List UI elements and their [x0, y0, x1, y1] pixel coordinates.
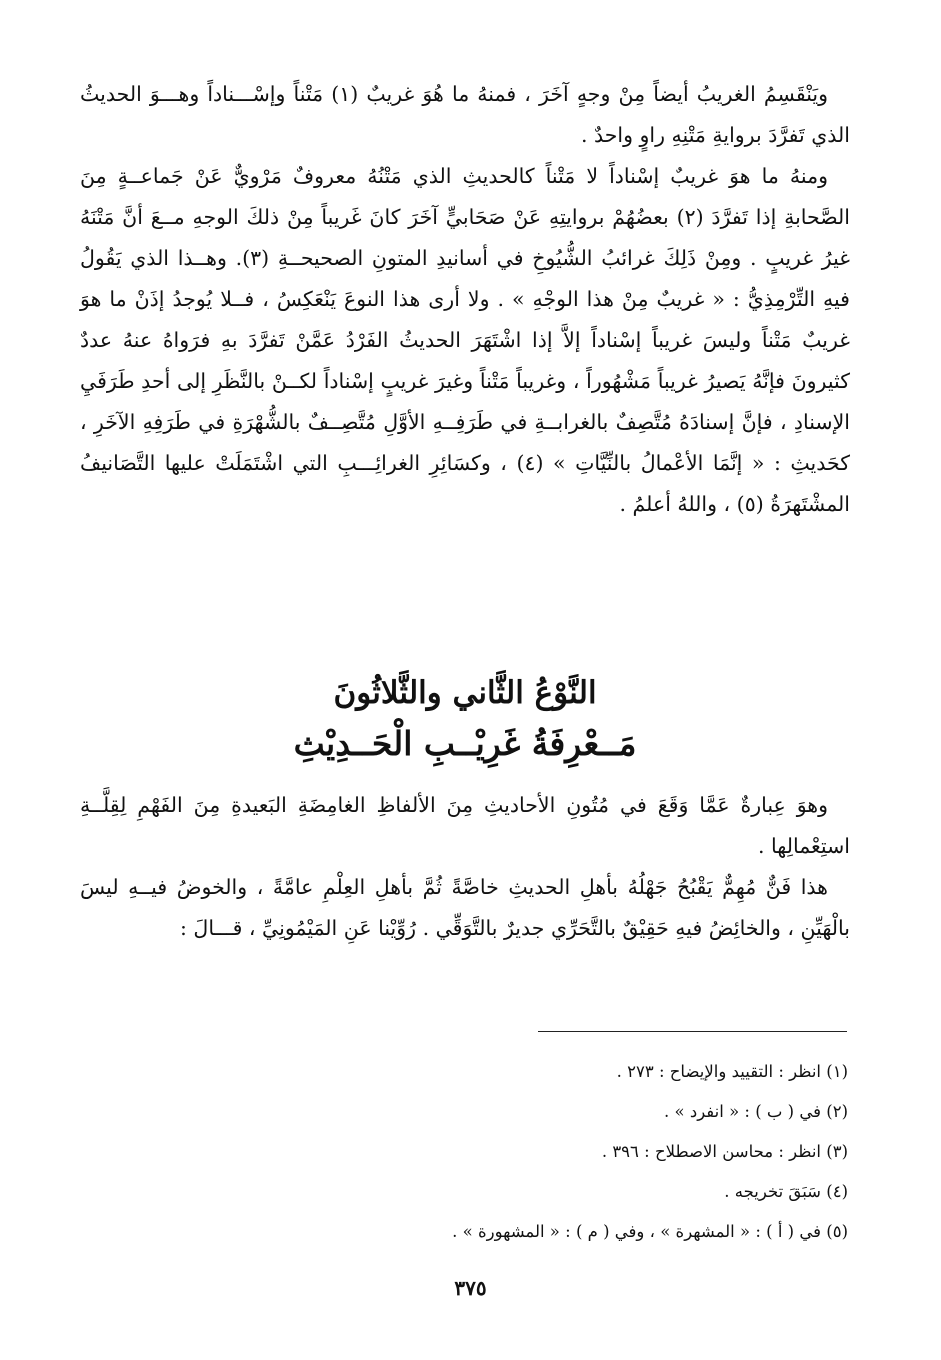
footnote-1: (١) انظر : التقييد والإيضاح : ٢٧٣ . [616, 1062, 848, 1081]
section-subject-title: مَــعْرِفَةُ غَرِيْــبِ الْحَــدِيْثِ [293, 724, 637, 763]
paragraph-1: ويَنْقَسِمُ الغريبُ أيضاً مِنْ وجهٍ آخَرَ ، فمنهُ ما هُوَ غريبٌ (١) مَتْناً وإسْـــناداً وهـــوَ الحديثُ الذي تَفرَّدَ بروايةِ مَتْنِهِ راوٍ واحدٌ . [80, 82, 850, 147]
footnote-3: (٣) انظر : محاسن الاصطلاح : ٣٩٦ . [601, 1142, 848, 1161]
footnote-5: (٥) في ( أ ) : « المشهرة » ، وفي ( م ) : « المشهورة » . [452, 1222, 848, 1241]
footnote-separator [538, 1031, 847, 1032]
footnote-4: (٤) سَبَقَ تخريجه . [724, 1182, 848, 1201]
section-text [80, 785, 850, 949]
paragraph-4: هذا فَنٌّ مُهِمٌّ يَقْبُحُ جَهْلُهُ بأهلِ الحديثِ خاصَّةً ثُمَّ بأهلِ العِلْمِ عامَّةً ، والخوضُ فيــهِ ليسَ بالْهَيِّنِ ، والخائِضُ فيهِ حَقِيْقٌ بالتَّحَرِّي جديرٌ بالتَّوَقِّي . رُوِّيْنا عَنِ المَيْمُونِيِّ ، قـــالَ : [80, 875, 850, 940]
footnote-2: (٢) في ( ب ) : « انفرد » . [664, 1102, 848, 1121]
paragraph-2: ومنهُ ما هوَ غريبٌ إسْناداً لا مَتْناً كالحديثِ الذي مَتْنُهُ معروفٌ مَرْويٌّ عَنْ جَماعــةٍ مِنَ الصَّحابةِ إذا تَفرَّدَ (٢) بعضُهُمْ بروايتِهِ عَنْ صَحَابيٍّ آخَرَ كانَ غَريباً مِنْ ذلكَ الوجهِ مــعَ أنَّ مَتْنَهُ غيرُ غريبٍ . ومِنْ ذَلِكَ غرائبُ الشُّيُوخِ في أسانيدِ المتونِ الصحيحــةِ (٣). وهــذا الذي يَقُولُ فيهِ التِّرْمِذِيُّ : « غريبٌ مِنْ هذا الوجْهِ » . ولا أرى هذا النوعَ يَنْعَكِسُ ، فــلا يُوجدُ إذَنْ ما هوَ غريبٌ مَتْناً وليسَ غريباً إسْناداً إلاَّ إذا اشْتَهَرَ الحديثُ الفَرْدُ عَمَّنْ تَفرَّدَ بهِ فرَواهُ عنهُ عددٌ كثيرونَ فإنَّهُ يَصيرُ غريباً مَشْهُوراً ، وغريباً مَتْناً وغيرَ غريبٍ إسْناداً لكــنْ بالنَّظَرِ إلى أحدِ طَرَفَيِ الإسنادِ ، فإنَّ إسنادَهُ مُتَّصِفٌ بالغرابــةِ في طَرَفِــهِ الأوَّلِ مُتَّصِــفٌ بالشُّهْرَةِ في طَرَفِهِ الآخَرِ ، كحَديثِ : « إنَّمَا الأعْمالُ بالنِّيَّاتِ » (٤) ، وكسَائِرِ الغرائِـــبِ التي اشْتَمَلَتْ عليها التَّصَانيفُ المشْتَهرَةُ (٥) ، واللهُ أعلمُ . [80, 164, 850, 516]
section-number-title: النَّوْعُ الثَّاني والثَّلاثُونَ [333, 675, 597, 711]
section-heading [80, 668, 850, 770]
page-number: ٣٧٥ [454, 1276, 487, 1300]
main-text [80, 74, 850, 525]
footnotes [80, 1052, 848, 1252]
paragraph-3: وهوَ عِبارةٌ عَمَّا وَقَعَ في مُتُونِ الأحاديثِ مِنَ الألفاظِ الغامِضَةِ البَعيدةِ مِنَ الفَهْمِ لِقِلَّــةِ استِعْمالِها . [80, 793, 850, 858]
